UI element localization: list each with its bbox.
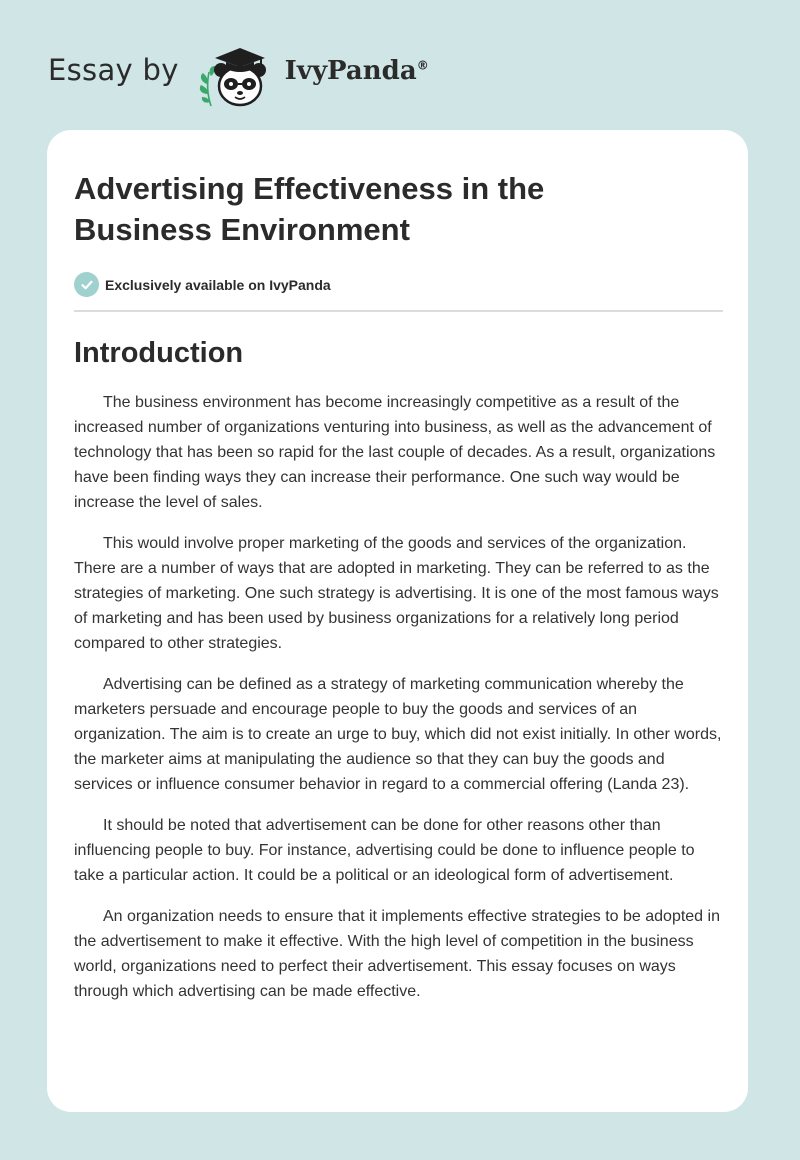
panda-logo-icon[interactable]	[195, 36, 281, 112]
title-line-1: Advertising Effectiveness in the	[74, 171, 545, 206]
registered-mark: ®	[416, 58, 429, 73]
section-heading: Introduction	[74, 337, 244, 369]
exclusive-badge	[74, 272, 722, 297]
essay-by-label: Essay by	[48, 53, 179, 87]
paragraph-1: The business environment has become increasingly competitive as a result of the increased number of organizations venturing into business, as well as the advancement of technology that has been so rapid for the last couple of decades. As a result, organizations have been finding ways they can increase their performance. One such way would be increase the level of sales.	[74, 394, 716, 511]
check-icon	[74, 272, 99, 297]
site-header	[48, 34, 429, 114]
paragraph-4: It should be noted that advertisement can be done for other reasons other than influencing people to buy. For instance, advertising could be done to influence people to take a particular action. It could be a political or an ideological form of advertisement.	[74, 817, 695, 884]
essay-card	[47, 130, 748, 1112]
brand-name-text: IvyPanda	[284, 56, 417, 86]
paragraph-5: An organization needs to ensure that it implements effective strategies to be adopted in the advertisement to make it effective. With the high level of competition in the business world, organizations need to perfect their advertisement. This essay focuses on ways through which advertising can be made effective.	[74, 908, 720, 1000]
badge-label: Exclusively available on IvyPanda	[105, 276, 331, 293]
paragraph-2: This would involve proper marketing of the goods and services of the organization. There are a number of ways that are adopted in marketing. They can be referred to as the strategies of marketing. One such strategy is advertising. It is one of the most famous ways of marketing and has been used by business organizations for a relatively long period compared to other strategies.	[74, 535, 719, 652]
paragraph-3: Advertising can be defined as a strategy of marketing communication whereby the marketers persuade and encourage people to buy the goods and services of an organization. The aim is to create an urge to buy, which did not exist initially. In other words, the marketer aims at manipulating the audience so that they can buy the goods and services or influence consumer behavior in regard to a commercial offering (Landa 23).	[74, 676, 722, 793]
page-title	[74, 168, 722, 250]
divider	[74, 310, 723, 312]
essay-body	[74, 390, 722, 1004]
brand-name[interactable]	[285, 56, 429, 86]
title-line-2: Business Environment	[74, 212, 410, 247]
